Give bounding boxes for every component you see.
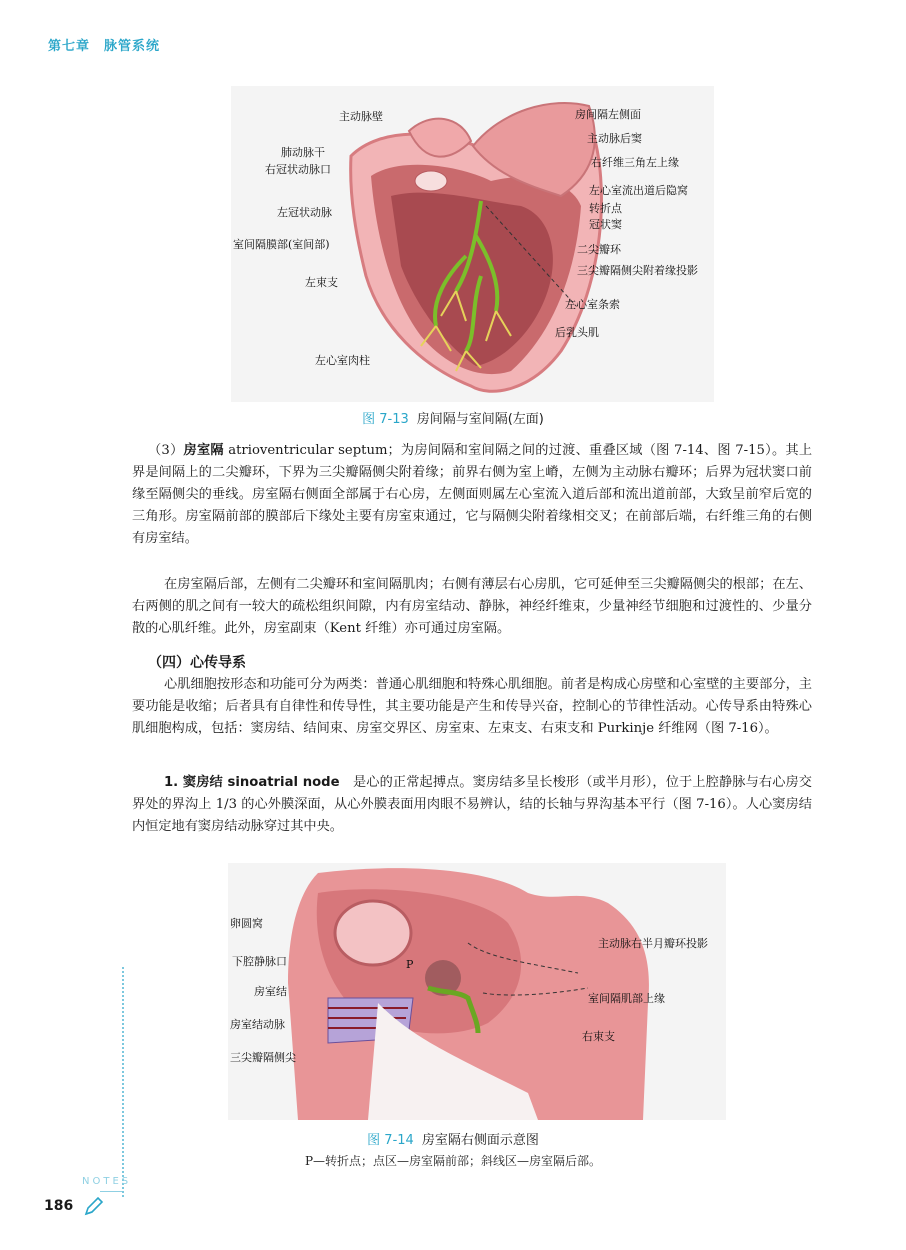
label-aortic-posterior-sinus: 主动脉后窦 [587, 132, 642, 145]
p4-term: 1. 窦房结 sinoatrial node [164, 775, 340, 790]
p1-text: atrioventricular septum；为房间隔和室间隔之间的过渡、重叠区域（图 7-14、图 7-15）。其上界是间隔上的二尖瓣环，下界为三尖瓣隔侧尖附着缘；前界右侧为室上嵴，左侧为主动脉右瓣环；后界为冠状窦口前缘至隔侧尖的垂线。房室隔右侧面全部属于右心房，左侧面则属左心室流入道后部和流出道前部，大致呈前窄后宽的三角形。房室隔前部的膜部后下缘处主要有房室束通过，它与隔侧尖附着缘相交叉；在前部后端，右纤维三角的右侧有房室结。 [132, 443, 813, 546]
label-lv-trabeculae: 左心室肉柱 [315, 354, 370, 367]
label-muscular-septum-upper: 室间隔肌部上缘 [588, 992, 665, 1005]
paragraph-av-septum [132, 440, 812, 550]
chapter-header: 第七章 脉管系统 [48, 39, 161, 54]
paragraph-sa-node [132, 772, 812, 838]
label-atrial-septum-left: 房间隔左侧面 [575, 108, 641, 121]
figure-7-14-legend: P—转折点；点区—房室隔前部；斜线区—房室隔后部。 [304, 1154, 602, 1168]
label-aortic-right-cusp: 主动脉右半月瓣环投影 [598, 937, 708, 950]
p4-text: 是心的正常起搏点。窦房结多呈长梭形（或半月形），位于上腔静脉与右心房交界处的界沟上 1/3 的心外膜深面，从心外膜表面用肉眼不易辨认，结的长轴与界沟基本平行（图 7-16）。人心窦房结内恒定地有窦房结动脉穿过其中央。 [132, 775, 812, 834]
label-mitral-annulus: 二尖瓣环 [577, 243, 621, 256]
label-pulmonary-trunk: 肺动脉干 [281, 146, 325, 159]
label-tricuspid-septal-cusp: 三尖瓣隔侧尖 [230, 1051, 296, 1064]
figure-7-14-caption [0, 1129, 906, 1148]
label-right-coronary-ostium: 右冠状动脉口 [265, 163, 331, 176]
label-p-marker: P [406, 958, 414, 971]
label-ivc-orifice: 下腔静脉口 [232, 955, 287, 968]
page-number: 186 [44, 1198, 74, 1214]
label-membranous-septum: 室间隔膜部(室间部) [233, 238, 330, 251]
label-right-fibrous-trigone: 右纤维三角左上缘 [591, 156, 679, 169]
label-left-bundle: 左束支 [305, 276, 338, 289]
figure-7-14-illustration [228, 863, 726, 1120]
label-left-coronary: 左冠状动脉 [277, 206, 332, 219]
notes-label: NOTES [82, 1176, 132, 1187]
figure-7-14-title: 房室隔右侧面示意图 [421, 1133, 539, 1148]
label-right-bundle: 右束支 [582, 1030, 615, 1043]
p1-lead: （3） [148, 443, 184, 458]
label-av-node: 房室结 [254, 985, 287, 998]
figure-7-13-caption [0, 408, 906, 427]
notes-rule [100, 1191, 122, 1192]
label-fossa-ovalis: 卵圆窝 [230, 917, 263, 930]
label-coronary-sinus: 冠状窦 [589, 218, 622, 231]
figure-7-14-number: 图 7-14 [367, 1133, 414, 1148]
label-lv-outflow-recess: 左心室流出道后隐窝 [589, 184, 688, 197]
figure-7-13-title: 房间隔与室间隔(左面) [416, 412, 544, 427]
paragraph-av-septum-posterior: 在房室隔后部，左侧有二尖瓣环和室间隔肌肉；右侧有薄层右心房肌，它可延伸至三尖瓣隔侧尖的根部；在左、右两侧的肌之间有一较大的疏松组织间隙，内有房室结动、静脉，神经纤维束，少量神经节细胞和过渡性的、少量分散的心肌纤维。此外，房室副束（Kent 纤维）亦可通过房室隔。 [132, 577, 812, 636]
section-heading-conduction: （四）心传导系 [148, 655, 246, 671]
label-posterior-papillary: 后乳头肌 [555, 326, 599, 339]
label-aortic-wall: 主动脉壁 [339, 110, 383, 123]
paragraph-conduction-system: 心肌细胞按形态和功能可分为两类：普通心肌细胞和特殊心肌细胞。前者是构成心房壁和心室壁的主要部分，主要功能是收缩；后者具有自律性和传导性，其主要功能是产生和传导兴奋，控制心的节律性活动。心传导系由特殊心肌细胞构成，包括：窦房结、结间束、房室交界区、房室束、左束支、右束支和 Purkinje 纤维网（图 7-16）。 [132, 677, 812, 736]
notes-margin-line [122, 967, 124, 1197]
p1-term: 房室隔 [183, 443, 224, 458]
label-turning-point: 转折点 [589, 202, 622, 215]
label-tricuspid-projection: 三尖瓣隔侧尖附着缘投影 [577, 264, 698, 277]
figure-7-13-illustration [231, 86, 714, 402]
figure-7-13-number: 图 7-13 [362, 412, 409, 427]
label-av-node-artery: 房室结动脉 [230, 1018, 285, 1031]
pen-icon [82, 1196, 104, 1218]
label-lv-cords: 左心室条索 [565, 298, 620, 311]
